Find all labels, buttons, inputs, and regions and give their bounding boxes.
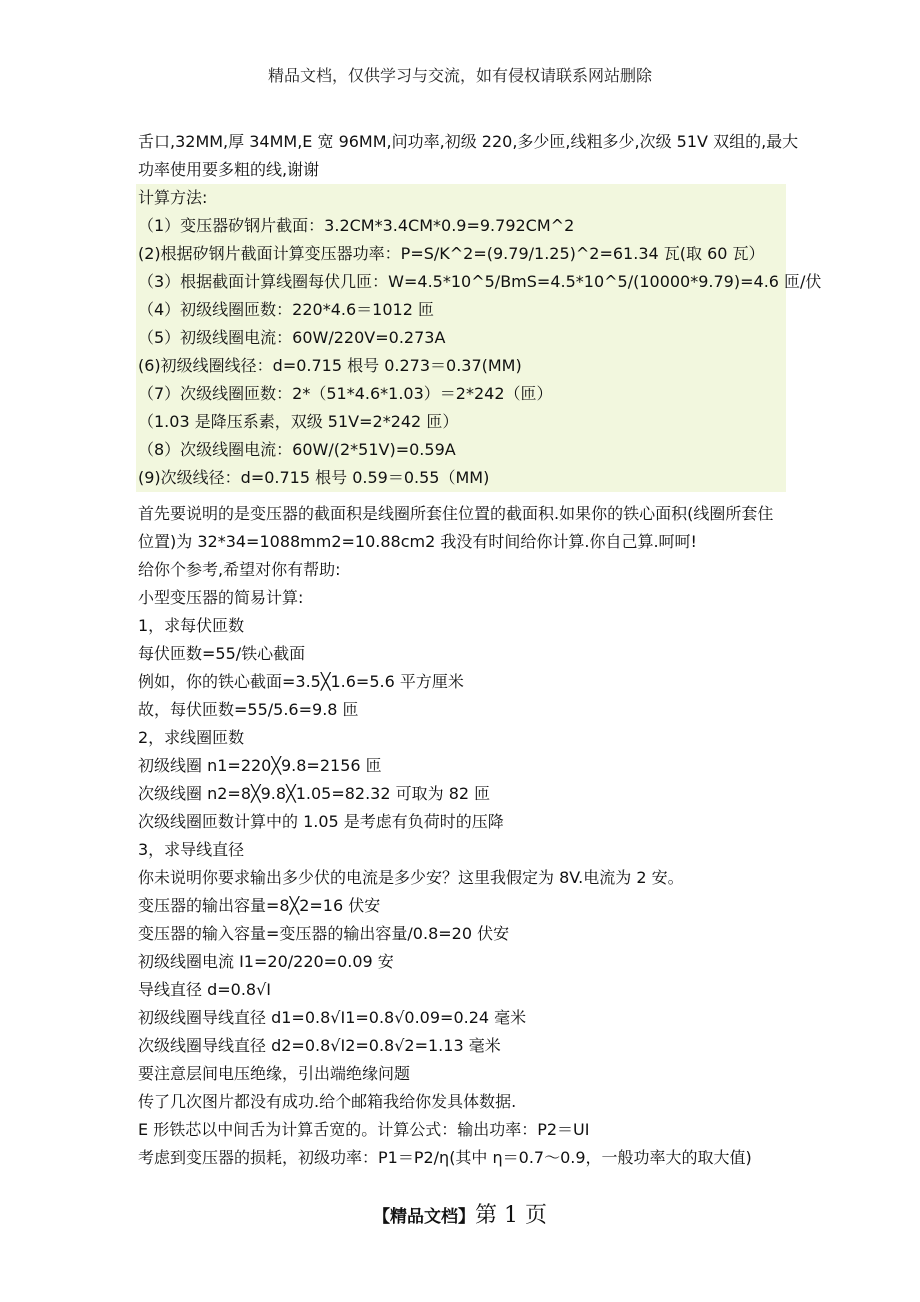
text-line: 首先要说明的是变压器的截面积是线圈所套住位置的截面积.如果你的铁心面积(线圈所套住: [138, 504, 774, 523]
text-line: 传了几次图片都没有成功.给个邮箱我给你发具体数据.: [138, 1092, 517, 1111]
text-line: E 形铁芯以中间舌为计算舌宽的。计算公式：输出功率：P2＝UI: [138, 1120, 590, 1139]
text-line: 导线直径 d=0.8√I: [138, 980, 272, 999]
text-line: 初级线圈导线直径 d1=0.8√I1=0.8√0.09=0.24 毫米: [138, 1008, 527, 1027]
text-line: 功率使用要多粗的线,谢谢: [138, 160, 320, 179]
document-body: [138, 128, 822, 1172]
page-number: 第 1 页: [475, 1203, 547, 1228]
text-line: 初级线圈 n1=220╳9.8=2156 匝: [138, 756, 382, 775]
text-line: 2，求线圈匝数: [138, 728, 245, 747]
question-paragraph: [138, 128, 799, 184]
calc-line: （8）次级线圈电流：60W/(2*51V)=0.59A: [138, 440, 456, 459]
calculation-block: [136, 184, 822, 492]
calc-line: （3）根据截面计算线圈每伏几匝：W=4.5*10^5/BmS=4.5*10^5/(10000*9.79)=4.6 匝/伏: [138, 272, 822, 291]
text-line: 每伏匝数=55/铁心截面: [138, 644, 306, 663]
text-line: 3，求导线直径: [138, 840, 245, 859]
text-line: 初级线圈电流 I1=20/220=0.09 安: [138, 952, 394, 971]
calc-line: （4）初级线圈匝数：220*4.6＝1012 匝: [138, 300, 434, 319]
calc-line: (6)初级线圈线径：d=0.715 根号 0.273＝0.37(MM): [138, 356, 522, 375]
spacer: [138, 492, 786, 500]
text-line: 次级线圈匝数计算中的 1.05 是考虑有负荷时的压降: [138, 812, 504, 831]
calc-line: (2)根据矽钢片截面计算变压器功率：P=S/K^2=(9.79/1.25)^2=61.34 瓦(取 60 瓦）: [138, 244, 765, 263]
text-line: 次级线圈 n2=8╳9.8╳1.05=82.32 可取为 82 匝: [138, 784, 491, 803]
text-line: 位置)为 32*34=1088mm2=10.88cm2 我没有时间给你计算.你自己算.呵呵!: [138, 532, 697, 551]
text-line: 1，求每伏匝数: [138, 616, 245, 635]
text-line: 你未说明你要求输出多少伏的电流是多少安？这里我假定为 8V.电流为 2 安。: [138, 868, 684, 887]
text-line: 次级线圈导线直径 d2=0.8√I2=0.8√2=1.13 毫米: [138, 1036, 501, 1055]
page-header: 精品文档，仅供学习与交流，如有侵权请联系网站删除: [267, 66, 652, 85]
text-line: 要注意层间电压绝缘，引出端绝缘问题: [138, 1064, 411, 1083]
text-line: 例如，你的铁心截面=3.5╳1.6=5.6 平方厘米: [138, 672, 464, 691]
footer-tag: 【精品文档】: [373, 1207, 475, 1227]
calc-line: （1.03 是降压系素，双级 51V=2*242 匝）: [138, 412, 459, 431]
calc-line: （1）变压器矽钢片截面：3.2CM*3.4CM*0.9=9.792CM^2: [138, 216, 575, 235]
calc-line: 计算方法:: [138, 188, 208, 207]
text-line: 故，每伏匝数=55/5.6=9.8 匝: [138, 700, 359, 719]
answer-paragraph: [138, 500, 786, 1172]
text-line: 考虑到变压器的损耗，初级功率：P1＝P2/η(其中 η＝0.7～0.9，一般功率大的取大值): [138, 1148, 752, 1167]
text-line: 舌口,32MM,厚 34MM,E 宽 96MM,问功率,初级 220,多少匝,线粗多少,次级 51V 双组的,最大: [138, 132, 799, 151]
text-line: 变压器的输入容量=变压器的输出容量/0.8=20 伏安: [138, 924, 510, 943]
text-line: 变压器的输出容量=8╳2=16 伏安: [138, 896, 381, 915]
calc-line: （7）次级线圈匝数：2*（51*4.6*1.03）＝2*242（匝）: [138, 384, 553, 403]
calc-line: (9)次级线径：d=0.715 根号 0.59＝0.55（MM): [138, 468, 490, 487]
text-line: 给你个参考,希望对你有帮助:: [138, 560, 341, 579]
calc-line: （5）初级线圈电流：60W/220V=0.273A: [138, 328, 446, 347]
page-footer: [0, 1198, 920, 1229]
text-line: 小型变压器的简易计算:: [138, 588, 304, 607]
